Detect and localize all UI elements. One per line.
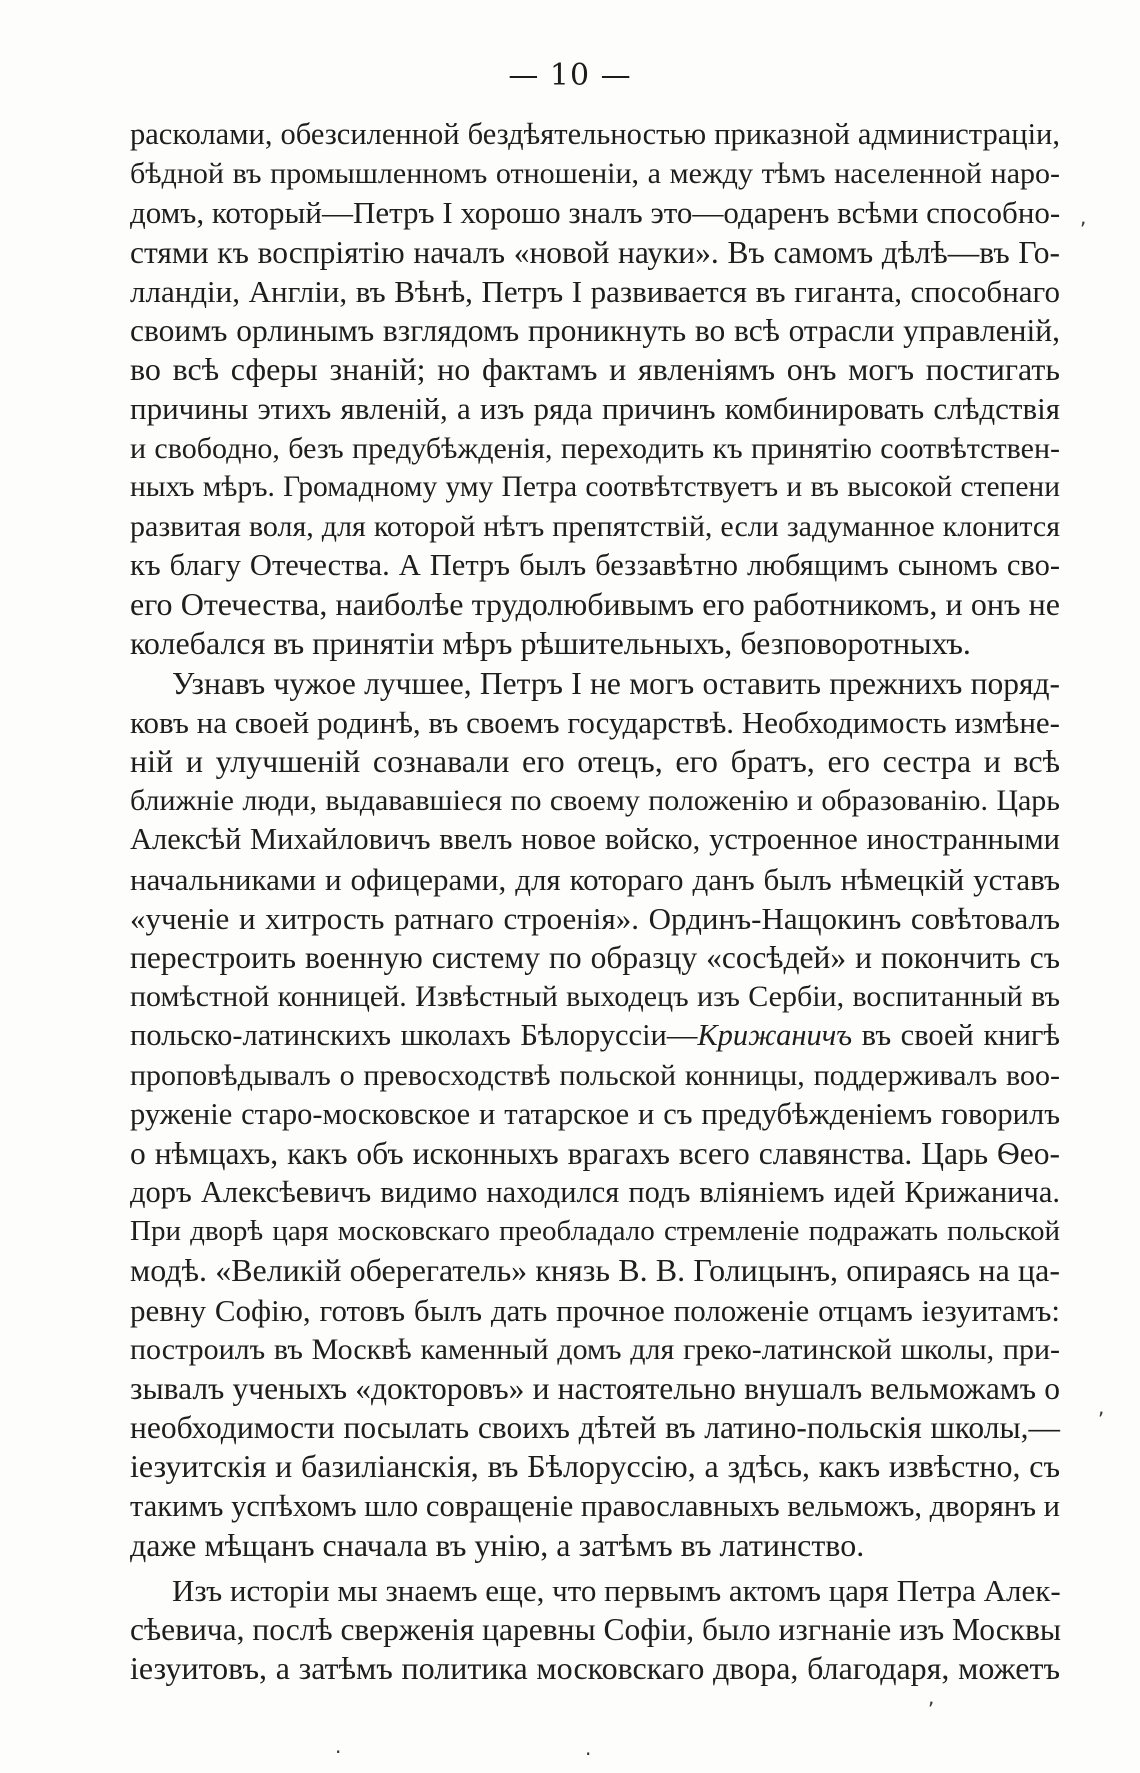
scan-speck: · [585, 1742, 592, 1766]
text-line: модѣ. «Великій оберегатель» князь В. В. Голицынъ, опираясь на ца- [130, 1252, 1060, 1289]
paragraph-2 [130, 664, 1060, 1565]
text-line: ближніе люди, выдававшіеся по своему положенію и образованію. Царь [130, 784, 1060, 818]
text-line: даже мѣщанъ сначала въ унію, а затѣмъ въ латинство. [130, 1526, 865, 1563]
text-line: проповѣдывалъ о превосходствѣ польской конницы, поддерживалъ воо- [130, 1058, 1060, 1092]
paragraph-1 [130, 115, 1060, 664]
page-number: — 10 — [508, 58, 632, 93]
text-line: Изъ исторіи мы знаемъ еще, что первымъ актомъ царя Петра Алек- [172, 1572, 1061, 1608]
scan-speck: , [1080, 205, 1087, 229]
text-line: доръ Алексѣевичъ видимо находился подъ вліяніемъ идей Крижанича. [130, 1175, 1060, 1210]
emphasized-name: Крижаничъ [697, 1018, 853, 1053]
scan-speck: , [1098, 1395, 1105, 1419]
text-fragment: польско-латинскихъ школахъ Бѣлоруссіи— [130, 1018, 698, 1053]
text-line: домъ, который—Петръ I хорошо зналъ это—одаренъ всѣми способно- [130, 195, 1061, 231]
text-line: ній и улучшеній сознавали его отецъ, его братъ, его сестра и всѣ [130, 743, 1060, 779]
text-line: во всѣ сферы знаній; но фактамъ и явленіямъ онъ могъ постигать [130, 351, 1060, 388]
text-line: его Отечества, наиболѣе трудолюбивымъ его работникомъ, и онъ не [130, 586, 1060, 623]
text-line: такимъ успѣхомъ шло совращеніе православныхъ вельможъ, дворянъ и [130, 1488, 1060, 1523]
text-fragment: въ своей книгѣ [852, 1018, 1060, 1053]
text-line: причины этихъ явленій, а изъ ряда причинъ комбинировать слѣдствія [130, 391, 1060, 427]
text-line: зывалъ ученыхъ «докторовъ» и настоятельно внушалъ вельможамъ о [130, 1371, 1060, 1406]
text-line: о нѣмцахъ, какъ объ исконныхъ врагахъ всего славянства. Царь Ѳео- [130, 1135, 1060, 1171]
text-line-with-emphasis [130, 1016, 1060, 1055]
text-line: сѣевича, послѣ сверженія царевны Софіи, было изгнаніе изъ Москвы [130, 1612, 1062, 1648]
text-line: ковъ на своей родинѣ, въ своемъ государствѣ. Необходимость измѣне- [130, 704, 1060, 740]
text-line: расколами, обезсиленной бездѣятельностью приказной администраціи, [130, 117, 1060, 151]
text-line: помѣстной конницей. Извѣстный выходецъ изъ Сербіи, воспитанный въ [130, 980, 1060, 1014]
text-line: ревну Софію, готовъ былъ дать прочное положеніе отцамъ іезуитамъ: [130, 1292, 1060, 1328]
text-line: Алексѣй Михайловичъ ввелъ новое войско, устроенное иностранными [130, 822, 1060, 857]
text-line: и свободно, безъ предубѣжденія, переходить къ принятію соотвѣтствен- [130, 431, 1060, 465]
scan-speck: · [335, 1740, 342, 1764]
text-line: развитая воля, для которой нѣтъ препятствій, если задуманное клонится [130, 509, 1060, 543]
text-line: своимъ орлинымъ взглядомъ проникнуть во всѣ отрасли управленій, [130, 312, 1060, 348]
text-line: бѣдной въ промышленномъ отношеніи, а между тѣмъ населенной наро- [130, 157, 1060, 191]
scan-speck: , [928, 1685, 935, 1709]
paragraph-3 [130, 1571, 1060, 1689]
text-line: стями къ воспріятію началъ «новой науки». Въ самомъ дѣлѣ—въ Го- [130, 234, 1060, 270]
text-line: къ благу Отечества. А Петръ былъ беззавѣтно любящимъ сыномъ сво- [130, 548, 1060, 583]
text-line: руженіе старо-московское и татарское и съ предубѣжденіемъ говорилъ [130, 1096, 1060, 1131]
text-line: начальниками и офицерами, для котораго данъ былъ нѣмецкій уставъ [130, 861, 1060, 897]
text-line: іезуитскія и базиліанскія, въ Бѣлоруссію, а здѣсь, какъ извѣстно, съ [130, 1448, 1060, 1485]
text-line: Узнавъ чужое лучшее, Петръ I не могъ оставить прежнихъ поряд- [172, 665, 1060, 701]
text-line: іезуитовъ, а затѣмъ политика московскаго двора, благодаря, можетъ [130, 1650, 1060, 1687]
text-line: ныхъ мѣръ. Громадному уму Петра соотвѣтствуетъ и въ высокой степени [130, 470, 1060, 503]
text-line: колебался въ принятіи мѣръ рѣшительныхъ, безповоротныхъ. [130, 625, 971, 662]
text-line: лландіи, Англіи, въ Вѣнѣ, Петръ I развивается въ гиганта, способнаго [130, 273, 1060, 309]
text-line: При дворѣ царя московскаго преобладало стремленіе подражать польской [130, 1215, 1060, 1248]
text-line: «ученіе и хитрость ратнаго строенія». Ординъ-Нащокинъ совѣтовалъ [130, 900, 1060, 936]
text-line: перестроить военную систему по образцу «сосѣдей» и покончить съ [130, 939, 1060, 975]
text-line: построилъ въ Москвѣ каменный домъ для греко-латинской школы, при- [130, 1332, 1060, 1366]
text-line: необходимости посылать своихъ дѣтей въ латино-польскія школы,— [130, 1410, 1060, 1446]
body-text [130, 115, 1060, 1689]
